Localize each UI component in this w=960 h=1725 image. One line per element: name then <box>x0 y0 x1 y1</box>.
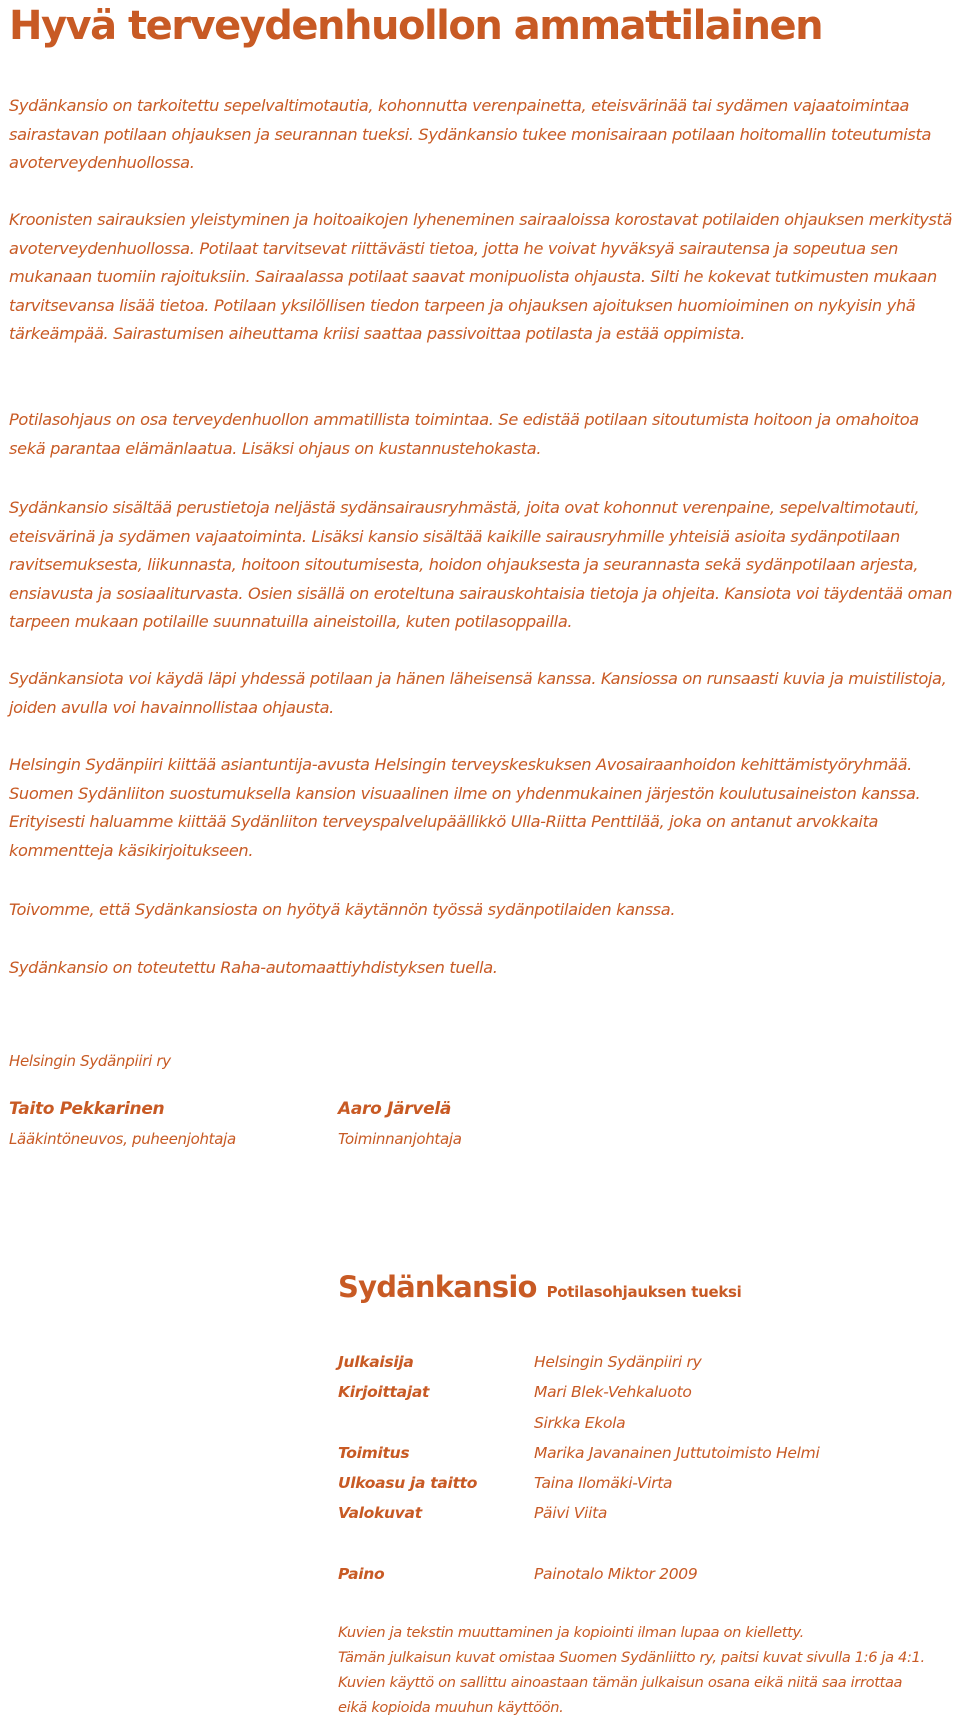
guidance-paragraph: Potilasohjaus on osa terveydenhuollon ammatillista toimintaa. Se edistää potilaan sitoutumista hoitoon ja omahoitoa sekä parantaa elämänlaatua. Lisäksi ohjaus on kustannustehokasta. <box>9 410 919 458</box>
credit-label: Kirjoittajat <box>338 1383 430 1402</box>
print-value: Painotalo Miktor 2009 <box>534 1565 698 1584</box>
credit-label: Ulkoasu ja taitto <box>338 1474 478 1493</box>
hope-paragraph: Toivomme, että Sydänkansiosta on hyötyä käytännön työssä sydänpotilaiden kanssa. <box>9 900 676 919</box>
credit-label: Valokuvat <box>338 1504 422 1523</box>
chronic-paragraph: Kroonisten sairauksien yleistyminen ja hoitoaikojen lyheneminen sairaaloissa korostavat potilaiden ohjauksen merkitystä avoterveydenhuollossa. Potilaat tarvitsevat riittävästi tietoa, jotta he voivat hyväksyä sairautensa ja sopeutua sen mukanaan tuomiin rajoituksiin. Sairaalassa potilaat saavat monipuolista ohjausta. Silti he kokevat tutkimusten mukaan tarvitsevansa lisää tietoa. Potilaan yksilöllisen tiedon tarpeen ja ohjauksen ajoituksen huomioiminen on nykyisin yhä tärkeämpää. Sairastumisen aiheuttama kriisi saattaa passivoittaa potilasta ja estää oppimista. <box>9 210 953 343</box>
print-label: Paino <box>338 1565 385 1584</box>
intro-paragraph: Sydänkansio on tarkoitettu sepelvaltimotautia, kohonnutta verenpainetta, eteisvärinää tai sydämen vajaatoimintaa sairastavan potilaan ohjauksen ja seurannan tueksi. Sydänkansio tukee monisairaan potilaan hoitomallin toteutumista avoterveydenhuollossa. <box>9 96 932 172</box>
page-title: Hyvä terveydenhuollon ammattilainen <box>9 3 823 49</box>
notice-line: Kuvien ja tekstin muuttaminen ja kopiointi ilman lupaa on kielletty. <box>338 1624 804 1641</box>
credit-value: Helsingin Sydänpiiri ry <box>534 1353 702 1371</box>
notice-line: Kuvien käyttö on sallittu ainoastaan tämän julkaisun osana eikä niitä saa irrottaa <box>338 1674 903 1691</box>
credit-value: Mari Blek-Vehkaluoto <box>534 1383 692 1402</box>
notice-line: Tämän julkaisun kuvat omistaa Suomen Sydänliitto ry, paitsi kuvat sivulla 1:6 ja 4:1. <box>338 1649 925 1666</box>
signature-name: Aaro Järvelä <box>338 1099 452 1119</box>
funding-paragraph: Sydänkansio on toteutettu Raha-automaattiyhdistyksen tuella. <box>9 958 498 977</box>
brand-heading <box>338 1270 741 1304</box>
brand-subtitle: Potilasohjauksen tueksi <box>546 1283 742 1301</box>
contents-paragraph: Sydänkansio sisältää perustietoja neljästä sydänsairausryhmästä, joita ovat kohonnut verenpaine, sepelvaltimotauti, eteisvärinä ja sydämen vajaatoiminta. Lisäksi kansio sisältää kaikille sairausryhmille yhteisiä asioita sydänpotilaan ravitsemuksesta, liikunnasta, hoitoon sitoutumisesta, hoidon ohjauksesta ja seurannasta sekä sydänpotilaan arjesta, ensiavusta ja sosiaaliturvasta. Osien sisällä on eroteltuna sairauskohtaisia tietoja ja ohjeita. Kansiota voi täydentää oman tarpeen mukaan potilaille suunnatuilla aineistoilla, kuten potilasoppailla. <box>9 498 953 631</box>
notice-line: eikä kopioida muuhun käyttöön. <box>338 1699 564 1716</box>
credit-value: Marika Javanainen Juttutoimisto Helmi <box>534 1443 820 1462</box>
organization-name: Helsingin Sydänpiiri ry <box>9 1052 171 1070</box>
credit-value: Päivi Viita <box>534 1504 608 1523</box>
credit-label: Julkaisija <box>338 1353 414 1371</box>
thanks-paragraph: Helsingin Sydänpiiri kiittää asiantuntija-avusta Helsingin terveyskeskuksen Avosairaanhoidon kehittämistyöryhmää. Suomen Sydänliiton suostumuksella kansion visuaalinen ilme on yhdenmukainen järjestön koulutusaineiston kanssa. Erityisesti haluamme kiittää Sydänliiton terveyspalvelupäällikkö Ulla-Riitta Penttilää, joka on antanut arvokkaita kommentteja käsikirjoitukseen. <box>9 755 921 860</box>
signature-name: Taito Pekkarinen <box>9 1099 165 1119</box>
signature-role: Toiminnanjohtaja <box>338 1130 462 1148</box>
credit-value: Sirkka Ekola <box>534 1413 626 1432</box>
credit-value: Taina Ilomäki-Virta <box>534 1474 673 1493</box>
credit-label: Toimitus <box>338 1443 410 1462</box>
usage-paragraph: Sydänkansiota voi käydä läpi yhdessä potilaan ja hänen läheisensä kanssa. Kansiossa on runsaasti kuvia ja muistilistoja, joiden avulla voi havainnollistaa ohjausta. <box>9 669 947 717</box>
signature-role: Lääkintöneuvos, puheenjohtaja <box>9 1130 236 1148</box>
copyright-notice <box>338 1620 953 1720</box>
brand-name: Sydänkansio <box>338 1270 537 1304</box>
